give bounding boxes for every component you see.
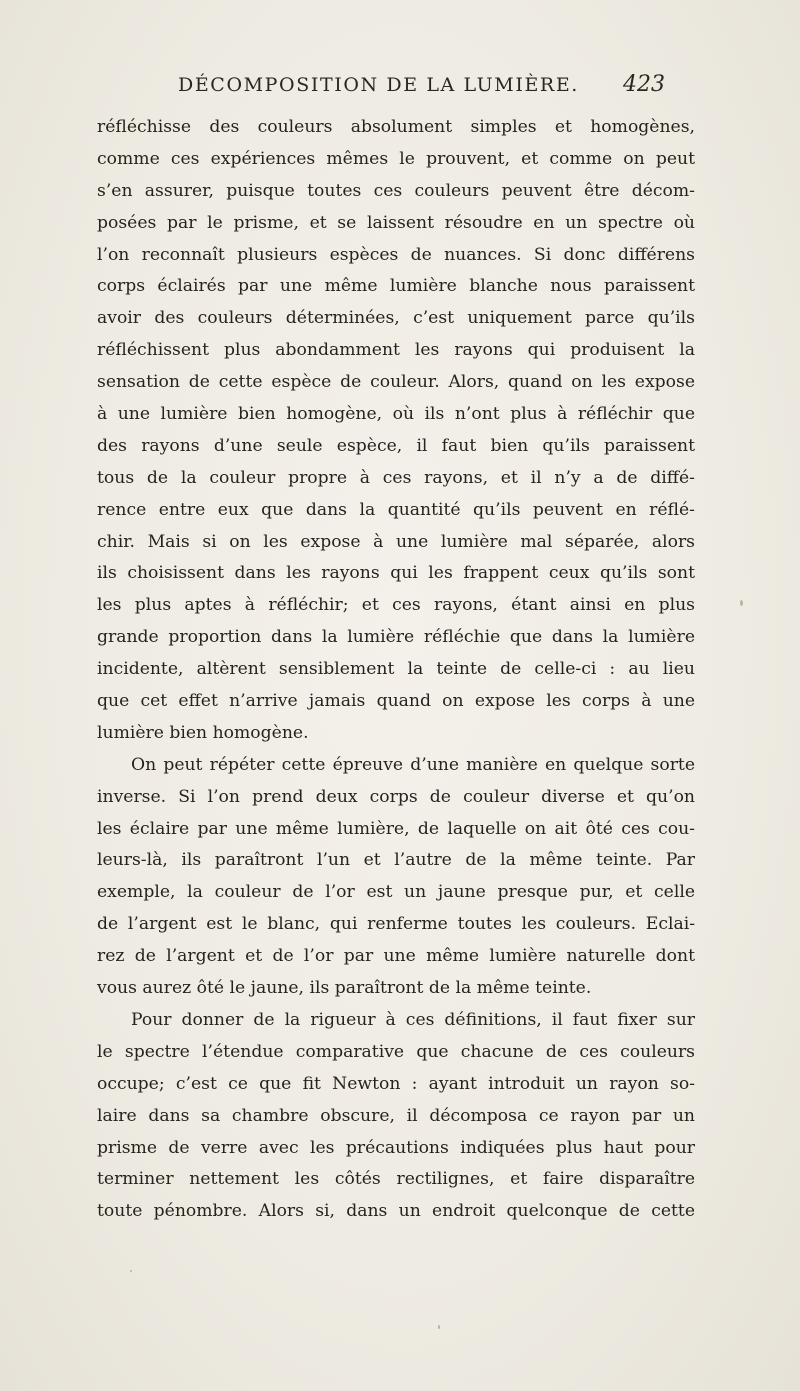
text-line: occupe; c’est ce que fit Newton : ayant introduit un rayon so- xyxy=(97,1073,695,1094)
page-number: 423 xyxy=(623,72,665,97)
text-line: exemple, la couleur de l’or est un jaune presque pur, et celle xyxy=(97,882,695,903)
text-line: corps éclairés par une même lumière blanche nous paraissent xyxy=(97,276,695,297)
page-header xyxy=(178,74,678,110)
text-line: s’en assurer, puisque toutes ces couleurs peuvent être décom- xyxy=(97,180,695,201)
text-line: réfléchissent plus abondamment les rayons qui produisent la xyxy=(97,340,695,361)
body-text xyxy=(97,112,695,1228)
paragraph-1 xyxy=(97,112,695,750)
text-line: On peut répéter cette épreuve d’une manière en quelque sorte xyxy=(131,754,695,775)
text-line: rez de l’argent et de l’or par une même lumière naturelle dont xyxy=(97,946,695,967)
text-line: incidente, altèrent sensiblement la teinte de celle-ci : au lieu xyxy=(97,659,695,680)
text-line: Pour donner de la rigueur à ces définitions, il faut fixer sur xyxy=(131,1009,695,1030)
text-line: vous aurez ôté le jaune, ils paraîtront de la même teinte. xyxy=(97,978,592,999)
text-line: comme ces expériences mêmes le prouvent, et comme on peut xyxy=(97,148,695,169)
text-line: les plus aptes à réfléchir; et ces rayons, étant ainsi en plus xyxy=(97,595,695,616)
text-line: les éclaire par une même lumière, de laquelle on ait ôté ces cou- xyxy=(97,818,695,839)
text-line: le spectre l’étendue comparative que chacune de ces couleurs xyxy=(97,1041,695,1062)
paper-speck xyxy=(130,1270,132,1272)
paragraph-3 xyxy=(97,1005,695,1228)
text-line: à une lumière bien homogène, où ils n’ont plus à réfléchir que xyxy=(97,404,695,425)
text-line: sensation de cette espèce de couleur. Alors, quand on les expose xyxy=(97,372,695,393)
text-line: grande proportion dans la lumière réfléchie que dans la lumière xyxy=(97,627,695,648)
text-line: rence entre eux que dans la quantité qu’ils peuvent en réflé- xyxy=(97,499,695,520)
text-line: ils choisissent dans les rayons qui les frappent ceux qu’ils sont xyxy=(97,563,695,584)
text-line: prisme de verre avec les précautions indiquées plus haut pour xyxy=(97,1137,695,1158)
text-line: toute pénombre. Alors si, dans un endroit quelconque de cette xyxy=(97,1201,695,1222)
text-line: tous de la couleur propre à ces rayons, et il n’y a de diffé- xyxy=(97,467,695,488)
text-line: que cet effet n’arrive jamais quand on expose les corps à une xyxy=(97,691,695,712)
text-line: inverse. Si l’on prend deux corps de couleur diverse et qu’on xyxy=(97,786,695,807)
paragraph-2 xyxy=(97,750,695,1005)
text-line: l’on reconnaît plusieurs espèces de nuances. Si donc différens xyxy=(97,244,695,265)
text-line: leurs-là, ils paraîtront l’un et l’autre de la même teinte. Par xyxy=(97,850,695,871)
running-title: DÉCOMPOSITION DE LA LUMIÈRE. xyxy=(178,74,579,96)
text-line: réfléchisse des couleurs absolument simples et homogènes, xyxy=(97,117,695,137)
text-line: posées par le prisme, et se laissent résoudre en un spectre où xyxy=(97,212,695,233)
text-line: lumière bien homogène. xyxy=(97,722,309,743)
text-line: chir. Mais si on les expose à une lumière mal séparée, alors xyxy=(97,531,695,552)
text-line: des rayons d’une seule espèce, il faut bien qu’ils paraissent xyxy=(97,435,695,456)
paper-speck xyxy=(740,600,743,606)
text-line: avoir des couleurs déterminées, c’est uniquement parce qu’ils xyxy=(97,308,695,329)
text-line: terminer nettement les côtés rectilignes, et faire disparaître xyxy=(97,1169,695,1190)
paper-speck xyxy=(438,1325,440,1329)
text-line: de l’argent est le blanc, qui renferme toutes les couleurs. Eclai- xyxy=(97,914,695,935)
text-line: laire dans sa chambre obscure, il décomposa ce rayon par un xyxy=(97,1105,695,1126)
